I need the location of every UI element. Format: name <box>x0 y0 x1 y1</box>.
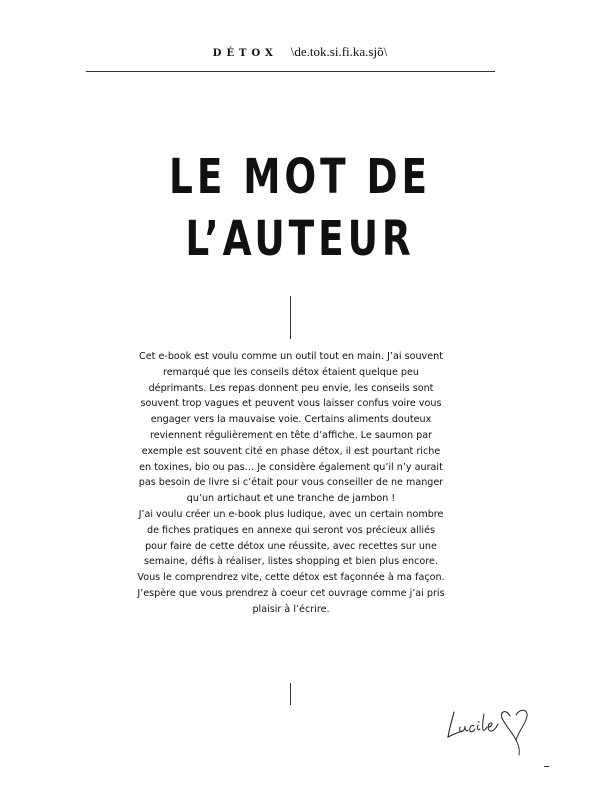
vertical-divider-bottom <box>290 683 291 705</box>
title-line-1: LE MOT DE <box>169 149 431 205</box>
paragraph-4: J’espère que vous prendrez à coeur cet ouvrage comme j’ai pris plaisir à l’écrire. <box>137 587 445 615</box>
signature-text: Lucile <box>340 600 343 601</box>
paragraph-2: J’ai voulu créer un e-book plus ludique, avec un certain nombre de fiches pratiques en annexe qui seront vos précieux alliés pour faire de cette détox une réussite, avec recettes sur une semaine, défis à réaliser, listes shopping et bien plus encore. <box>138 508 444 568</box>
title-line-2: L’AUTEUR <box>185 211 415 267</box>
paragraph-1: Cet e-book est voulu comme un outil tout en main. J’ai souvent remarqué que les conseils détox étaient quelque peu déprimants. Les repas donnent peu envie, les conseils sont souvent trop vagues et peuvent vous laisser confus voire vous engager vers la mauvaise voie. Certains aliments douteux reviennent régulièrement en tête d’affiche. Le saumon par exemple est souvent cité en phase détox, il est pourtant riche en toxines, bio ou pas… Je considère également qu’il n’y aurait pas besoin de livre si c’était pour vous conseiller de ne manger qu’un artichaut et une tranche de jambon ! <box>138 351 444 505</box>
page-marker <box>544 766 549 767</box>
page-header <box>0 44 600 62</box>
page-title <box>66 146 534 270</box>
phonetic-transcription: \de.tok.si.fi.ka.sjõ\ <box>290 44 388 59</box>
brand-label: DÉTOX <box>212 48 278 59</box>
paragraph-3: Vous le comprendrez vite, cette détox est façonnée à ma façon. <box>137 572 445 584</box>
author-note-body <box>136 349 446 618</box>
header-divider <box>86 71 495 72</box>
vertical-divider-top <box>290 296 291 339</box>
signature-lucile <box>340 600 540 760</box>
